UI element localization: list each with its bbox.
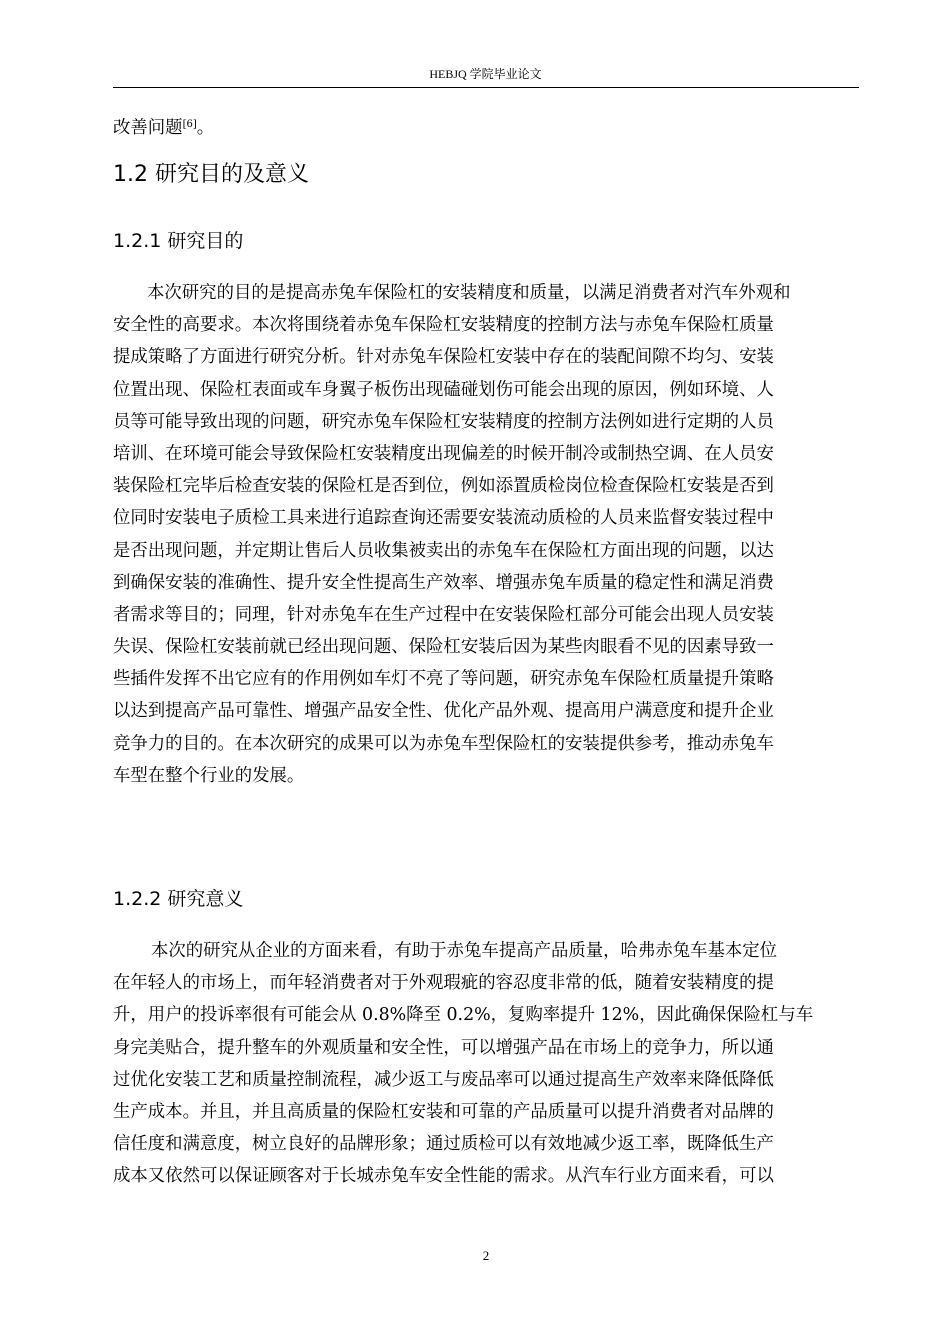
citation-ref: [6] (182, 119, 197, 130)
intro-end: 。 (196, 118, 215, 138)
paragraph-line: 失误、保险杠安装前就已经出现问题、保险杠安装后因为某些肉眼看不见的因素导致一 (113, 637, 774, 658)
paragraph-line: 生产成本。并且，并且高质量的保险杠安装和可靠的产品质量可以提升消费者对品牌的 (113, 1101, 774, 1122)
paragraph-line: 安全性的高要求。本次将围绕着赤兔车保险杠安装精度的控制方法与赤兔车保险杠质量 (113, 315, 774, 336)
purpose-paragraph (113, 277, 859, 792)
paragraph-line: 装保险杠完毕后检查安装的保险杠是否到位，例如添置质检岗位检查保险杠安装是否到 (113, 476, 774, 497)
paragraph-line: 车型在整个行业的发展。 (113, 765, 305, 786)
paragraph-line: 位同时安装电子质检工具来进行追踪查询还需要安装流动质检的人员来监督安装过程中 (113, 508, 774, 529)
paragraph-line: 员等可能导致出现的问题，研究赤兔车保险杠安装精度的控制方法例如进行定期的人员 (113, 411, 774, 432)
paragraph-line: 本次研究的目的是提高赤兔车保险杠的安装精度和质量，以满足消费者对汽车外观和 (147, 283, 791, 303)
paragraph-line: 成本又依然可以保证顾客对于长城赤兔车安全性能的需求。从汽车行业方面来看，可以 (113, 1166, 774, 1187)
subsection-heading-purpose: 1.2.1 研究目的 (113, 230, 244, 252)
paragraph-line: 培训、在环境可能会导致保险杠安装精度出现偏差的时候开制冷或制热空调、在人员安 (113, 443, 774, 464)
paragraph-line: 者需求等目的；同理，针对赤兔车在生产过程中在安装保险杠部分可能会出现人员安装 (113, 604, 774, 625)
subsection-heading-significance: 1.2.2 研究意义 (113, 888, 244, 910)
paragraph-line: 信任度和满意度，树立良好的品牌形象；通过质检可以有效地减少返工率，既降低生产 (113, 1134, 774, 1155)
paragraph-line: 以达到提高产品可靠性、增强产品安全性、优化产品外观、提高用户满意度和提升企业 (113, 701, 774, 722)
running-header: HEBJQ 学院毕业论文 (429, 67, 542, 81)
paragraph-line: 本次的研究从企业的方面来看，有助于赤兔车提高产品质量，哈弗赤兔车基本定位 (151, 941, 778, 961)
paragraph-line: 竞争力的目的。在本次研究的成果可以为赤兔车型保险杠的安装提供参考，推动赤兔车 (113, 733, 774, 754)
paragraph-line: 过优化安装工艺和质量控制流程，减少返工与废品率可以通过提高生产效率来降低降低 (113, 1069, 774, 1090)
intro-text: 改善问题 (113, 118, 183, 138)
intro-paragraph (113, 112, 859, 144)
paragraph-line: 位置出现、保险杠表面或车身翼子板伤出现磕碰划伤可能会出现的原因，例如环境、人 (113, 379, 774, 400)
paragraph-line: 到确保安装的准确性、提升安全性提高生产效率、增强赤兔车质量的稳定性和满足消费 (113, 572, 774, 593)
paragraph-line: 升，用户的投诉率很有可能会从 0.8%降至 0.2%，复购率提升 12%，因此确保保险杠与车 (113, 1005, 814, 1026)
paragraph-line: 在年轻人的市场上，而年轻消费者对于外观瑕疵的容忍度非常的低，随着安装精度的提 (113, 973, 774, 994)
section-heading: 1.2 研究目的及意义 (113, 162, 309, 187)
significance-paragraph (113, 935, 859, 1193)
intro-line (113, 112, 859, 144)
paragraph-line: 提成策略了方面进行研究分析。针对赤兔车保险杠安装中存在的装配间隙不均匀、安装 (113, 347, 774, 368)
paragraph-line: 些插件发挥不出它应有的作用例如车灯不亮了等问题，研究赤兔车保险杠质量提升策略 (113, 669, 774, 690)
paragraph-line: 身完美贴合，提升整车的外观质量和安全性，可以增强产品在市场上的竞争力，所以通 (113, 1037, 774, 1058)
paragraph-line: 是否出现问题，并定期让售后人员收集被卖出的赤兔车在保险杠方面出现的问题，以达 (113, 540, 774, 561)
page-number: 2 (482, 1248, 490, 1263)
header-rule (113, 87, 859, 88)
